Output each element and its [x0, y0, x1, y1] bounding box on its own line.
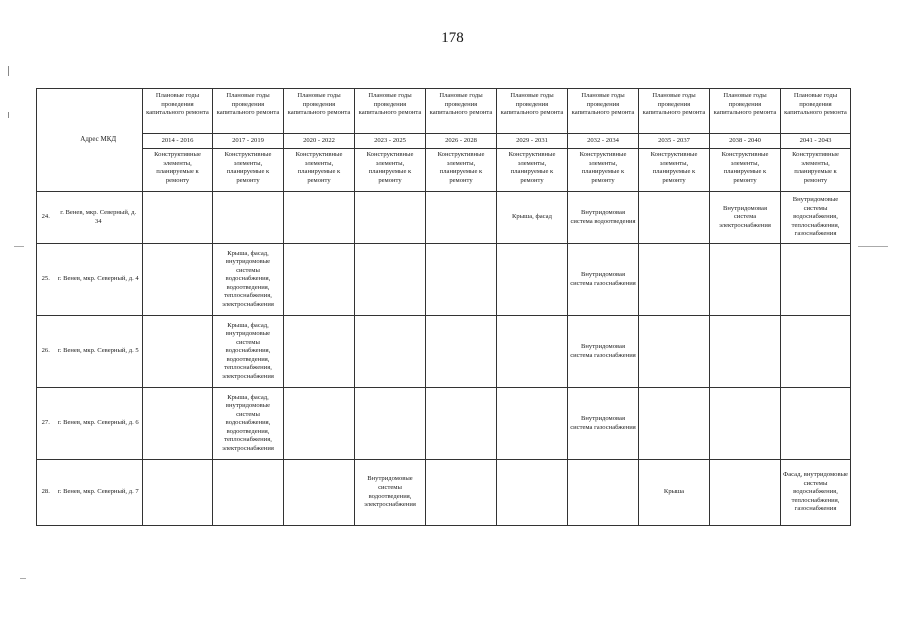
period-label-header: Плановые годы проведения капитального ремонта	[497, 89, 568, 134]
period-label-header: Плановые годы проведения капитального ремонта	[284, 89, 355, 134]
header-row-periods	[37, 134, 851, 149]
repair-elements-cell	[355, 388, 426, 460]
repair-elements-cell	[639, 316, 710, 388]
repair-elements-cell	[426, 316, 497, 388]
period-label-header: Плановые годы проведения капитального ремонта	[781, 89, 851, 134]
repair-elements-cell	[426, 388, 497, 460]
header-row-period-labels	[37, 89, 851, 134]
address-header-spacer	[37, 89, 55, 192]
repair-elements-cell	[497, 316, 568, 388]
period-label-header: Плановые годы проведения капитального ремонта	[426, 89, 497, 134]
period-label-header: Плановые годы проведения капитального ремонта	[143, 89, 213, 134]
repair-elements-cell	[497, 388, 568, 460]
repair-elements-cell	[639, 192, 710, 244]
table-row	[37, 388, 851, 460]
element-label-header: Конструктивные элементы, планируемые к ремонту	[781, 149, 851, 192]
repair-elements-cell	[497, 244, 568, 316]
row-address: г. Венев, мкр. Северный, д. 4	[55, 244, 143, 316]
period-label-header: Плановые годы проведения капитального ремонта	[213, 89, 284, 134]
period-label-header: Плановые годы проведения капитального ремонта	[568, 89, 639, 134]
repair-elements-cell: Крыша, фасад, внутридомовые системы водоснабжения, водоотведения, теплоснабжения, электроснабжения	[213, 316, 284, 388]
repair-elements-cell	[710, 316, 781, 388]
period-years-header: 2026 - 2028	[426, 134, 497, 149]
repair-elements-cell	[355, 316, 426, 388]
repair-elements-cell	[213, 460, 284, 526]
scan-mark	[14, 246, 24, 247]
period-years-header: 2020 - 2022	[284, 134, 355, 149]
row-number: 28.	[37, 460, 55, 526]
row-number: 24.	[37, 192, 55, 244]
period-years-header: 2014 - 2016	[143, 134, 213, 149]
repair-elements-cell	[143, 192, 213, 244]
header-row-element-labels	[37, 149, 851, 192]
repair-elements-cell	[781, 316, 851, 388]
repair-elements-cell: Фасад, внутридомовые системы водоснабжения, теплоснабжения, газоснабжения	[781, 460, 851, 526]
repair-elements-cell	[426, 460, 497, 526]
repair-elements-cell	[143, 460, 213, 526]
repair-elements-cell	[781, 388, 851, 460]
repair-elements-cell	[710, 244, 781, 316]
table-row	[37, 244, 851, 316]
row-address: г. Венев, мкр. Северный, д. 7	[55, 460, 143, 526]
repair-elements-cell: Внутридомовые системы водоотведения, электроснабжения	[355, 460, 426, 526]
table-row	[37, 316, 851, 388]
repair-elements-cell	[497, 460, 568, 526]
repair-elements-cell: Внутридомовые системы водоснабжения, теплоснабжения, газоснабжения	[781, 192, 851, 244]
repair-elements-cell	[213, 192, 284, 244]
repair-elements-cell: Внутридомовая система газоснабжения	[568, 316, 639, 388]
element-label-header: Конструктивные элементы, планируемые к ремонту	[213, 149, 284, 192]
repair-elements-cell	[143, 316, 213, 388]
period-label-header: Плановые годы проведения капитального ремонта	[710, 89, 781, 134]
period-years-header: 2017 - 2019	[213, 134, 284, 149]
scan-mark	[20, 578, 26, 579]
scan-mark	[8, 66, 9, 76]
repair-elements-cell	[426, 192, 497, 244]
row-number: 26.	[37, 316, 55, 388]
scan-mark	[858, 246, 888, 247]
row-number: 27.	[37, 388, 55, 460]
repair-elements-cell: Внутридомовая система электроснабжения	[710, 192, 781, 244]
repair-elements-cell: Крыша, фасад, внутридомовые системы водоснабжения, водоотведения, теплоснабжения, электроснабжения	[213, 244, 284, 316]
table-row	[37, 460, 851, 526]
element-label-header: Конструктивные элементы, планируемые к ремонту	[284, 149, 355, 192]
row-address: г. Венев, мкр. Северный, д. 6	[55, 388, 143, 460]
repair-elements-cell	[568, 460, 639, 526]
repair-elements-cell: Крыша, фасад	[497, 192, 568, 244]
capital-repair-table	[36, 88, 851, 526]
element-label-header: Конструктивные элементы, планируемые к ремонту	[143, 149, 213, 192]
table-row	[37, 192, 851, 244]
repair-elements-cell	[355, 244, 426, 316]
page-number: 178	[441, 30, 464, 46]
element-label-header: Конструктивные элементы, планируемые к ремонту	[497, 149, 568, 192]
repair-elements-cell	[639, 244, 710, 316]
period-years-header: 2023 - 2025	[355, 134, 426, 149]
element-label-header: Конструктивные элементы, планируемые к ремонту	[710, 149, 781, 192]
element-label-header: Конструктивные элементы, планируемые к ремонту	[639, 149, 710, 192]
repair-elements-cell	[143, 388, 213, 460]
element-label-header: Конструктивные элементы, планируемые к ремонту	[355, 149, 426, 192]
period-years-header: 2035 - 2037	[639, 134, 710, 149]
row-number: 25.	[37, 244, 55, 316]
repair-elements-cell	[143, 244, 213, 316]
address-header: Адрес МКД	[55, 89, 143, 192]
repair-elements-cell	[355, 192, 426, 244]
period-years-header: 2038 - 2040	[710, 134, 781, 149]
repair-elements-cell	[639, 388, 710, 460]
repair-elements-cell	[284, 460, 355, 526]
period-years-header: 2041 - 2043	[781, 134, 851, 149]
repair-elements-cell	[710, 388, 781, 460]
repair-elements-cell	[426, 244, 497, 316]
repair-elements-cell	[710, 460, 781, 526]
repair-elements-cell	[781, 244, 851, 316]
repair-elements-cell: Внутридомовая система газоснабжения	[568, 388, 639, 460]
period-years-header: 2029 - 2031	[497, 134, 568, 149]
repair-elements-cell	[284, 388, 355, 460]
repair-elements-cell	[284, 316, 355, 388]
repair-elements-cell: Внутридомовая система водоотведения	[568, 192, 639, 244]
row-address: г. Венев, мкр. Северный, д. 5	[55, 316, 143, 388]
repair-elements-cell: Крыша	[639, 460, 710, 526]
period-label-header: Плановые годы проведения капитального ремонта	[639, 89, 710, 134]
repair-elements-cell: Внутридомовая система газоснабжения	[568, 244, 639, 316]
period-label-header: Плановые годы проведения капитального ремонта	[355, 89, 426, 134]
repair-elements-cell	[284, 192, 355, 244]
period-years-header: 2032 - 2034	[568, 134, 639, 149]
element-label-header: Конструктивные элементы, планируемые к ремонту	[426, 149, 497, 192]
repair-elements-cell	[284, 244, 355, 316]
element-label-header: Конструктивные элементы, планируемые к ремонту	[568, 149, 639, 192]
row-address: г. Венев, мкр. Северный, д. 34	[55, 192, 143, 244]
repair-elements-cell: Крыша, фасад, внутридомовые системы водоснабжения, водоотведения, теплоснабжения, электроснабжения	[213, 388, 284, 460]
scan-mark	[8, 112, 9, 118]
